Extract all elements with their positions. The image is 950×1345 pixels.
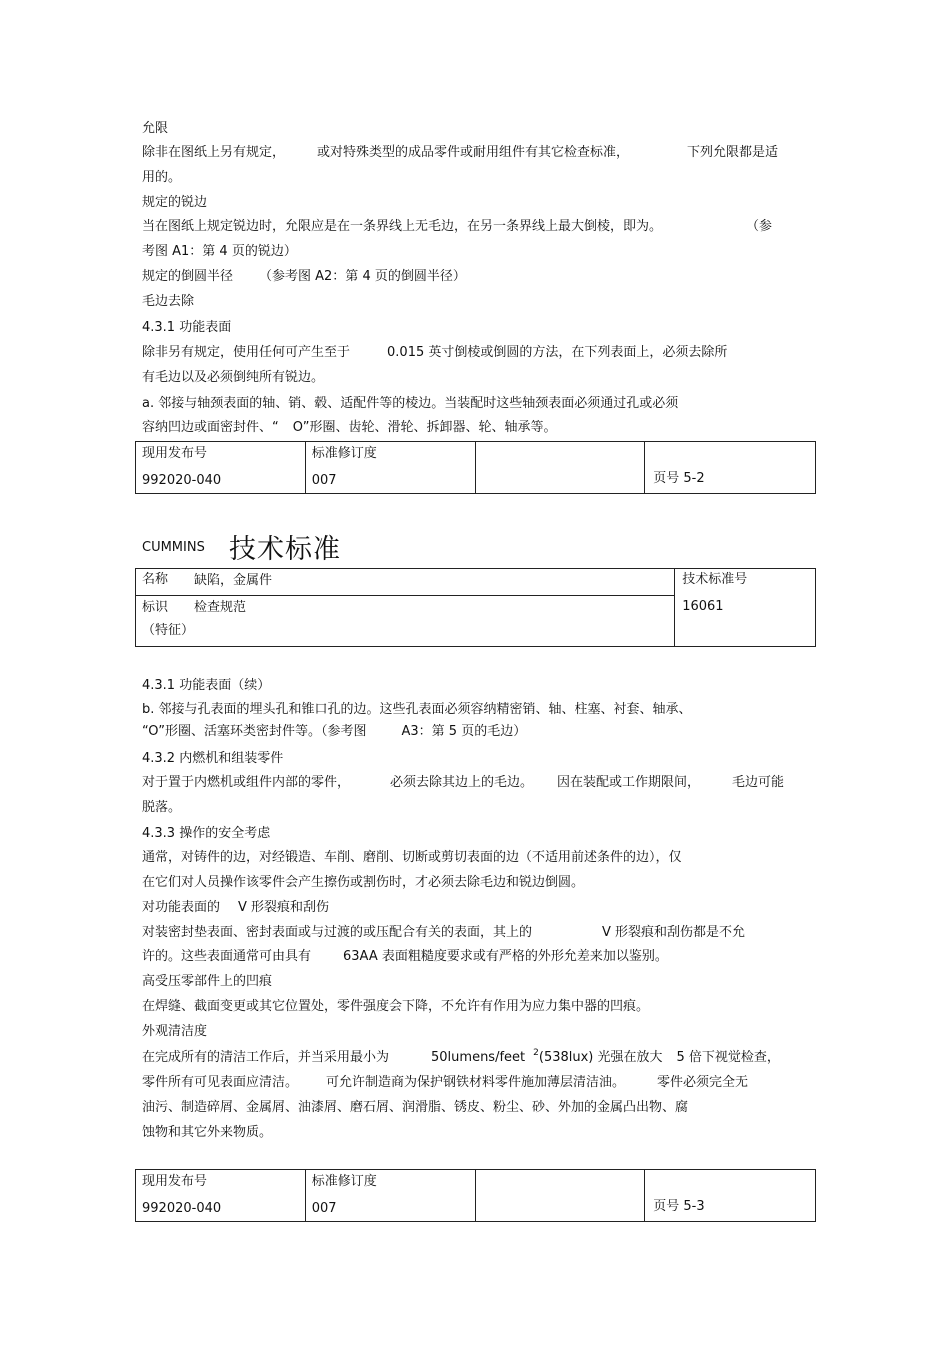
revision-number: 007 [311,1201,337,1216]
paragraph-sharp-edge-cont: 考图 A1：第 4 页的锐边） [142,244,297,259]
paragraph-tolerance: 除非在图纸上另有规定， 或对特殊类型的成品零件或耐用组件有其它检查标准， 下列允限都是适 [142,145,779,160]
std-number: 16061 [682,599,724,614]
page-number: 页号 5-3 [653,1199,705,1214]
heading-deburr: 毛边去除 [142,294,195,309]
empty-cell [476,442,645,493]
section-4-3-2: 4.3.2 内燃机和组装零件 [142,751,284,766]
list-item-a: a. 邻接与轴颈表面的轴、销、毂、适配件等的棱边。当装配时这些轴颈表面必须通过孔或必须 [142,396,679,411]
paragraph-cleanliness-2: 零件所有可见表面应清洁。 可允许制造商为保护钢铁材料零件施加薄层清洁油。 零件必须完全无 [142,1075,749,1090]
paragraph-engine-parts: 对于置于内燃机或组件内部的零件， 必须去除其边上的毛边。 因在装配或工作期限间， 毛边可能 [142,775,785,790]
heading-cleanliness: 外观清洁度 [142,1024,208,1039]
paragraph-cleanliness: 在完成所有的清洁工作后，并当采用最小为 50lumens/feet $^2$(538lux) 光强在放大 5 倍下视觉检查， [142,1048,780,1065]
paragraph-v-scratch-cont: 许的。这些表面通常可由具有 63AA 表面粗糙度要求或有严格的外形允差来加以鉴别。 [142,949,668,964]
empty-cell [476,1170,645,1221]
release-label: 现用发布号 [142,446,208,461]
heading-dent: 高受压零部件上的凹痕 [142,974,273,989]
revision-number: 007 [311,473,337,488]
section-4-3-1-cont: 4.3.1 功能表面（续） [142,678,271,693]
id-value: 检查规范 [194,600,247,615]
heading-tolerance: 允限 [142,121,169,136]
section-4-3-3: 4.3.3 操作的安全考虑 [142,826,271,841]
paragraph-sharp-edge: 当在图纸上规定锐边时，允限应是在一条界线上无毛边，在另一条界线上最大倒棱，即为。 （参 [142,219,773,234]
footer-table-page-1 [135,441,816,494]
id-label: 标识 [142,600,169,615]
list-item-a-cont: 容纳凹边或面密封件、“ O”形圈、齿轮、滑轮、拆卸器、轮、轴承等。 [142,420,557,435]
list-item-b: b. 邻接与孔表面的埋头孔和锥口孔的边。这些孔表面必须容纳精密销、轴、柱塞、衬套、轴承、 [142,702,692,717]
release-number: 992020-040 [142,473,222,488]
header-table [135,568,816,647]
page-number: 页号 5-2 [653,471,705,486]
paragraph-safety-cont: 在它们对人员操作该零件会产生擦伤或割伤时，才必须去除毛边和锐边倒圆。 [142,875,585,890]
paragraph-cleanliness-4: 蚀物和其它外来物质。 [142,1125,273,1140]
release-number: 992020-040 [142,1201,222,1216]
footer-table-page-2 [135,1169,816,1222]
revision-label: 标准修订度 [311,1174,377,1189]
heading-sharp-edge: 规定的锐边 [142,195,208,210]
heading-v-scratch: 对功能表面的 V 形裂痕和刮伤 [142,900,330,915]
paragraph-dent: 在焊缝、截面变更或其它位置处，零件强度会下降，不允许有作用为应力集中器的凹痕。 [142,999,650,1014]
paragraph-v-scratch: 对装密封垫表面、密封表面或与过渡的或压配合有关的表面，其上的 V 形裂痕和刮伤都是不允 [142,925,746,940]
id-sub: （特征） [142,623,195,638]
paragraph-functional-surface: 除非另有规定，使用任何可产生至于 0.015 英寸倒棱或倒圆的方法，在下列表面上，必须去除所 [142,345,728,360]
name-value: 缺陷，金属件 [194,573,273,588]
paragraph-fillet-radius: 规定的倒圆半径 （参考图 A2：第 4 页的倒圆半径） [142,269,466,284]
paragraph-functional-surface-cont: 有毛边以及必须倒纯所有锐边。 [142,370,325,385]
document-title: 技术标准 [229,534,341,565]
std-number-label: 技术标准号 [682,572,748,587]
paragraph-safety: 通常，对铸件的边，对经锻造、车削、磨削、切断或剪切表面的边（不适用前述条件的边），仅 [142,850,682,865]
name-label: 名称 [142,572,169,587]
paragraph-engine-parts-cont: 脱落。 [142,800,182,815]
revision-label: 标准修订度 [311,446,377,461]
paragraph-tolerance-cont: 用的。 [142,170,182,185]
section-4-3-1: 4.3.1 功能表面 [142,320,232,335]
brand-name: CUMMINS [142,540,205,555]
list-item-b-cont: “O”形圈、活塞环类密封件等。（参考图 A3：第 5 页的毛边） [142,724,527,739]
paragraph-cleanliness-3: 油污、制造碎屑、金属屑、油漆屑、磨石屑、润滑脂、锈皮、粉尘、砂、外加的金属凸出物、腐 [142,1100,689,1115]
release-label: 现用发布号 [142,1174,208,1189]
